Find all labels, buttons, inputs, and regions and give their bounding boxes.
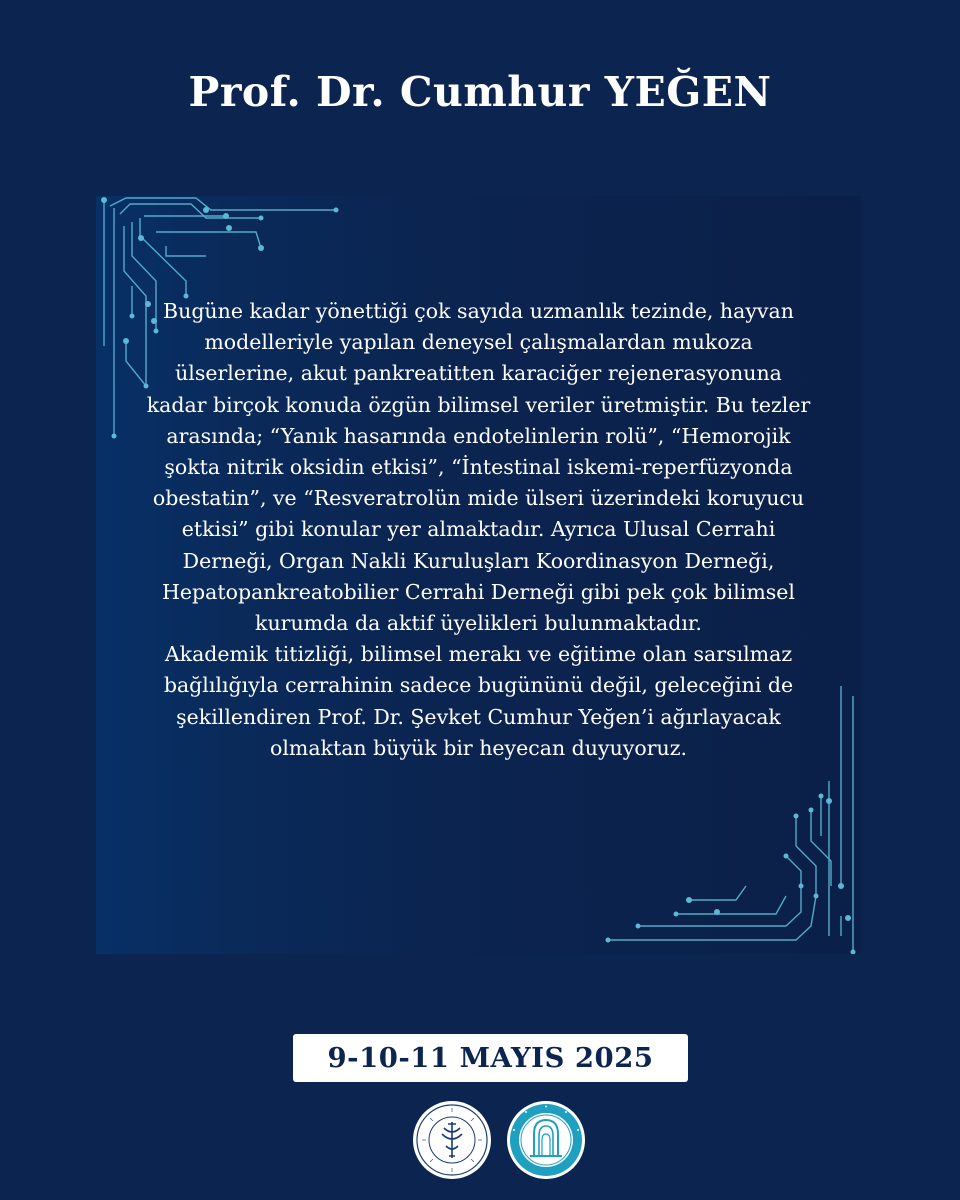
paragraph-closing: Akademik titizliği, bilimsel merakı ve eğitime olan sarsılmaz bağlılığıyla cerrahinin sadece bugününü değil, geleceğini de şekillendiren Prof. Dr. Şevket Cumhur Yeğen’i ağırlayacak olmaktan büyük bir heyecan duyuyoruz. — [163, 642, 794, 760]
university-seal-logo — [412, 1100, 492, 1180]
event-date-badge: 9-10-11 MAYIS 2025 — [293, 1034, 688, 1082]
page-title: Prof. Dr. Cumhur YEĞEN — [188, 68, 772, 116]
hospital-seal-logo — [506, 1100, 586, 1180]
paragraph-research: Bugüne kadar yönettiği çok sayıda uzmanlık tezinde, hayvan modelleriyle yapılan deneysel çalışmalardan mukoza ülserlerine, akut pankreatitten karaciğer rejenerasyonuna kadar birçok konuda özgün bilimsel veriler üretmiştir. Bu tezler arasında; “Yanık hasarında endotelinlerin rolü”, “Hemorojik şokta nitrik oksidin etkisi”, “İntestinal iskemi-reperfüzyonda obestatin”, ve “Resveratrolün mide ülseri üzerindeki koruyucu etkisi” gibi konular yer almaktadır. Ayrıca Ulusal Cerrahi Derneği, Organ Nakli Kuruluşları Koordinasyon Derneği, Hepatopankreatobilier Cerrahi Derneği gibi pek çok bilimsel kurumda da aktif üyelikleri bulunmaktadır. — [146, 299, 811, 636]
content-panel — [96, 196, 861, 954]
biography-text — [146, 296, 811, 764]
